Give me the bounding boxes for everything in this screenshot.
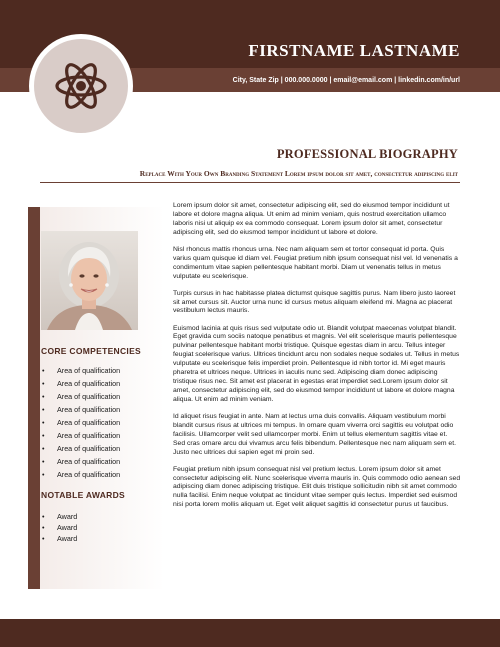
logo-badge bbox=[29, 34, 133, 138]
footer-band bbox=[0, 619, 500, 647]
bio-paragraph: Feugiat pretium nibh ipsum consequat nisl vel pretium lectus. Lorem ipsum dolor sit amet consectetur adipiscing elit. Nunc scelerisque viverra mauris in. Quis commodo odio aenean sed adipiscing diam donec adipiscing tristique. Elit duis tristique sollicitudin nibh sit amet commodo nulla facilisi. Enim neque volutpat ac tincidunt vitae semper quis lectus. Imperdiet sed euismod nisi porta lorem mollis aliquam ut. Eget velit aliquet sagittis id consectetur purus ut faucibus. bbox=[173, 465, 461, 509]
bio-paragraph: Nisl rhoncus mattis rhoncus urna. Nec nam aliquam sem et tortor consequat id porta. Quis varius quam quisque id diam vel. Feugiat pretium nibh ipsum consequat nisl vel. Id venenatis a condimentum vitae sapien pellentesque habitant morbi. Diam ut venenatis tellus in metus vulputate eu scelerisque. bbox=[173, 245, 458, 280]
profile-photo bbox=[41, 231, 138, 330]
contact-line: City, State Zip | 000.000.0000 | email@email.com | linkedin.com/in/url bbox=[232, 77, 460, 84]
awards-heading: NOTABLE AWARDS bbox=[41, 490, 126, 500]
bio-paragraph: Euismod lacinia at quis risus sed vulputate odio ut. Blandit volutpat maecenas volutpat blandit. Eget gravida cum sociis natoque penatibus et magnis. Vel elit scelerisque mauris pellentesque pulvinar pellentesque habitant morbi tristique. Quisque egestas diam in arcu. Tellus integer feugiat scelerisque varius. Ultrices tincidunt arcu non sodales neque sodales ut. Tellus in metus vulputate eu scelerisque felis imperdiet proin. Pellentesque id nibh tortor id. Mi eget mauris pharetra et ultrices neque. Ultrices in iaculis nunc sed. Adipiscing diam donec adipiscing tristique risus nec. Sit amet est placerat in egestas erat imperdiet sed.Lorem ipsum dolor sit amet, consectetur adipiscing elit, sed do eiusmod tempor incididunt ut labore et dolore magna aliqua. Ut enim ad minim veniam. bbox=[173, 324, 460, 403]
bio-paragraph: Lorem ipsum dolor sit amet, consectetur adipiscing elit, sed do eiusmod tempor incididunt ut labore et dolore magna aliqua. Ut enim ad minim veniam, quis nostrud exercitation ullamco laboris nisi ut aliquip ex ea commodo consequat. Lorem ipsum dolor sit amet, consectetur adipiscing elit, sed do eiusmod tempor incididunt ut labore et dolore. bbox=[173, 202, 450, 236]
competency-item: • Area of qualification bbox=[41, 416, 120, 429]
competency-item: • Area of qualification bbox=[41, 429, 120, 442]
competency-item: • Area of qualification bbox=[41, 390, 120, 403]
award-item: • Award bbox=[41, 511, 77, 522]
bio-paragraph: Id aliquet risus feugiat in ante. Nam at lectus urna duis convallis. Aliquam vestibulum morbi blandit cursus risus at ultrices mi tempus. In ornare quam viverra orci sagittis eu volutpat odio facilisis. Ullamcorper velit sed ullamcorper morbi. Enim ut tellus elementum sagittis vitae et. Sed cras ornare arcu dui vivamus arcu felis bibendum. Pellentesque nec nam aliquam sem et. Justo nec ultrices dui sapien eget mi proin sed. bbox=[173, 412, 456, 456]
competencies-heading: CORE COMPETENCIES bbox=[41, 346, 142, 356]
divider bbox=[40, 182, 460, 183]
awards-list bbox=[41, 511, 77, 544]
candidate-name: FIRSTNAME LASTNAME bbox=[248, 41, 460, 60]
branding-statement: Replace With Your Own Branding Statement Lorem ipsum dolor sit amet, consectetur adipiscing elit bbox=[139, 169, 458, 178]
competencies-list bbox=[41, 364, 120, 481]
competency-item: • Area of qualification bbox=[41, 442, 120, 455]
competency-item: • Area of qualification bbox=[41, 403, 120, 416]
competency-item: • Area of qualification bbox=[41, 377, 120, 390]
award-item: • Award bbox=[41, 533, 77, 544]
section-title: PROFESSIONAL BIOGRAPHY bbox=[276, 147, 458, 161]
award-item: • Award bbox=[41, 522, 77, 533]
competency-item: • Area of qualification bbox=[41, 468, 120, 481]
competency-item: • Area of qualification bbox=[41, 455, 120, 468]
biography-body bbox=[173, 202, 461, 518]
bio-paragraph: Turpis cursus in hac habitasse platea dictumst quisque sagittis purus. Nam libero justo laoreet sit amet cursus sit. Auctor urna nunc id cursus metus aliquam eleifend mi. Magna ac placerat vestibulum lectus mauris. bbox=[173, 289, 456, 315]
atom-icon bbox=[54, 59, 108, 113]
competency-item: • Area of qualification bbox=[41, 364, 120, 377]
